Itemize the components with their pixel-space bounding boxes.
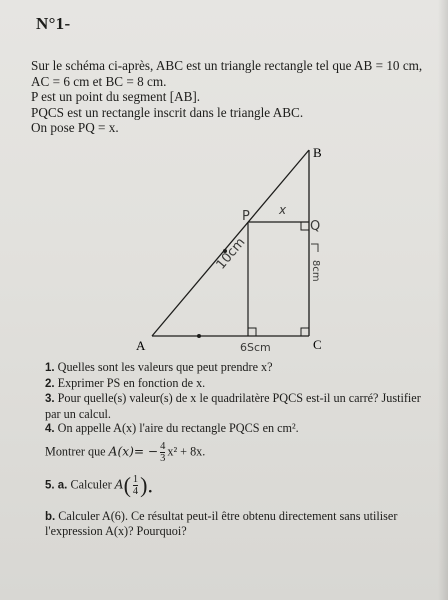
question-5a-text: Calculer [70,476,115,491]
fraction-denominator: 4 [132,485,139,497]
right-angle-q [301,222,309,230]
label-base-length: 6Scm [240,341,271,354]
label-side-length: 8cm [310,260,321,282]
formula-prefix: Montrer que [45,443,109,458]
label-p: P [242,209,250,224]
label-x: x [279,203,287,217]
statement-line-5: On pose PQ = x. [31,120,119,135]
question-5b-text-cont: l'expression A(x)? Pourquoi? [45,524,187,538]
argument-fraction [133,474,138,497]
question-1 [45,360,430,376]
question-3-text-cont: par un calcul. [45,406,111,421]
right-angle-c [301,328,309,336]
fraction-denominator: 3 [160,452,166,464]
paren-open: ( [123,471,131,497]
statement-line-4: PQCS est un rectangle inscrit dans le triangle ABC. [31,104,304,120]
question-5b [45,509,430,539]
question-5a-number: 5. a. [45,478,68,491]
right-angle-s [248,328,256,336]
formula-suffix: x² + 8x. [167,443,206,458]
question-2 [45,376,430,392]
question-5a [45,471,430,497]
question-3-number: 3. [45,393,55,405]
question-4 [45,421,430,437]
question-4-text: On appelle A(x) l'aire du rectangle PQCS en cm². [57,421,299,435]
label-b: B [313,145,322,160]
fraction-numerator: 1 [132,473,139,485]
label-hyp-length: 10cm [213,235,249,273]
hand-right-angle-mark [311,244,318,252]
paren-close: ). [140,471,153,497]
label-c: C [313,337,322,352]
question-2-number: 2. [45,377,55,390]
statement-line-3: P est un point du segment [AB]. [31,89,201,104]
statement-line-2: AC = 6 cm et BC = 8 cm. [31,73,167,89]
fraction-numerator: 4 [160,440,166,452]
function-a: A [114,476,124,491]
formula-function: A(x)= − [108,443,159,458]
exercise-title: N°1- [36,14,71,33]
question-2-text: Exprimer PS en fonction de x. [57,375,206,390]
questions-list [45,360,430,539]
question-1-text: Quelles sont les valeurs que peut prendre x? [57,360,273,374]
label-a: A [136,338,146,353]
question-4-number: 4. [45,423,55,435]
point-dot-base [197,334,201,338]
formula-fraction [160,441,165,464]
question-4-formula [45,441,430,464]
label-q: Q [310,219,321,234]
statement-line-1: Sur le schéma ci-après, ABC est un triangle rectangle tel que AB = 10 cm, [31,58,423,73]
question-3-text: Pour quelle(s) valeur(s) de x le quadrilatère PQCS est-il un carré? Justifier [57,391,421,405]
question-1-number: 1. [45,362,55,374]
question-3 [45,391,430,421]
question-5b-number: b. [45,510,56,523]
question-5b-text: Calculer A(6). Ce résultat peut-il être obtenu directement sans utiliser [58,508,398,523]
